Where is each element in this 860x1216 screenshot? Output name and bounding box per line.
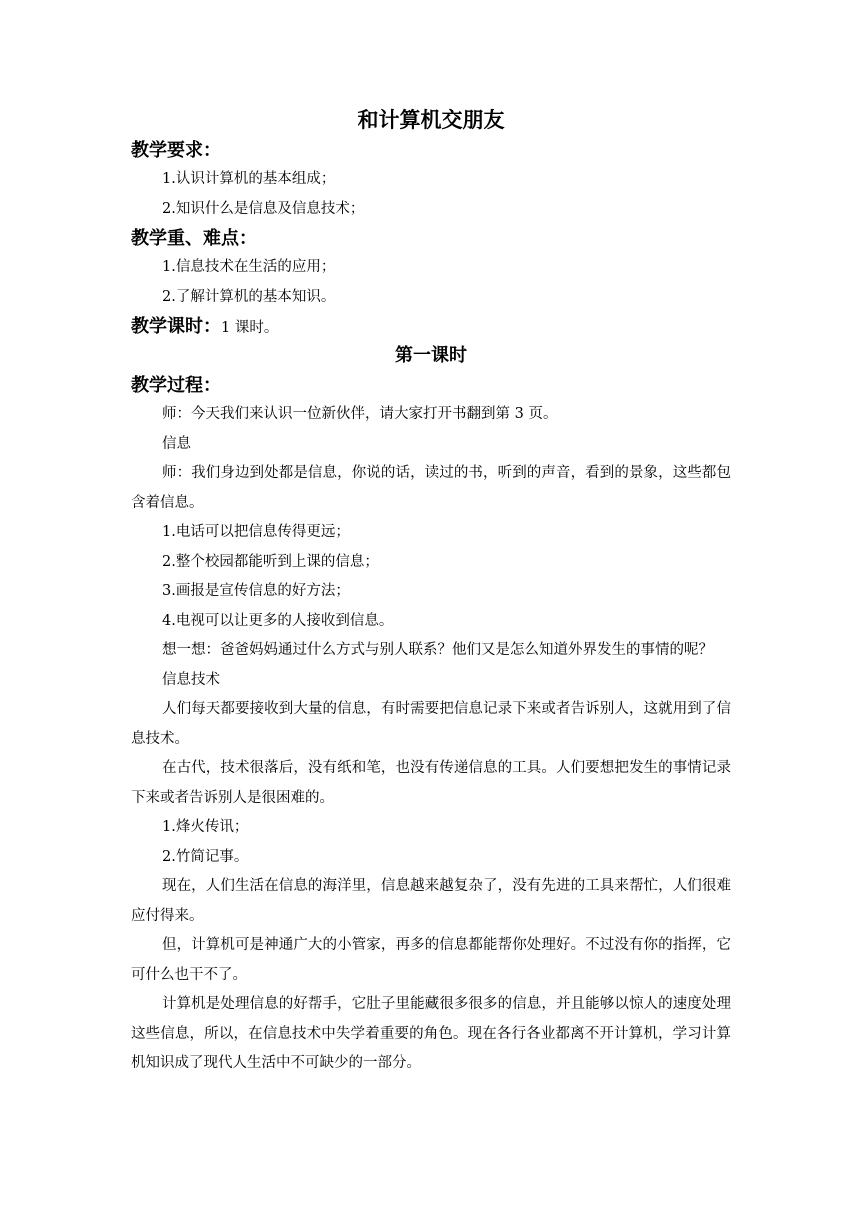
ancient-list-item: 1.烽火传讯； xyxy=(162,819,249,835)
document-body xyxy=(131,104,731,1079)
computer-paragraph: 但，计算机可是神通广大的小管家，再多的信息都能帮你处理好。不过没有你的指挥，它可什么也干不了。 xyxy=(131,937,731,983)
process-heading: 教学过程： xyxy=(131,375,221,396)
hours-line xyxy=(131,312,731,341)
intro-paragraph: 师：今天我们来认识一位新伙伴，请大家打开书翻到第 3 页。 xyxy=(162,406,558,422)
document-title: 和计算机交朋友 xyxy=(357,107,505,132)
key-points-heading: 教学重、难点： xyxy=(131,228,257,249)
info-paragraph: 师：我们身边到处都是信息，你说的话，读过的书，听到的声音，看到的景象，这些都包含着信息。 xyxy=(131,465,731,511)
lesson-title: 第一课时 xyxy=(395,345,467,366)
key-point-item: 1.信息技术在生活的应用； xyxy=(162,259,336,275)
modern-paragraph: 现在，人们生活在信息的海洋里，信息越来越复杂了，没有先进的工具来帮忙，人们很难应付得来。 xyxy=(131,878,731,924)
requirements-heading: 教学要求： xyxy=(131,140,221,161)
hours-heading: 教学课时： xyxy=(131,316,221,337)
info-list-item: 2.整个校园都能听到上课的信息； xyxy=(162,553,379,570)
hours-value: 1 课时。 xyxy=(221,320,279,336)
ancient-list-item: 2.竹简记事。 xyxy=(162,848,249,865)
tech-paragraph: 人们每天都要接收到大量的信息，有时需要把信息记录下来或者告诉别人，这就用到了信息技术。 xyxy=(131,701,731,747)
info-list-item: 4.电视可以让更多的人接收到信息。 xyxy=(162,612,394,629)
computer-role-paragraph: 计算机是处理信息的好帮手，它肚子里能藏很多很多的信息，并且能够以惊人的速度处理这些信息，所以，在信息技术中失学着重要的角色。现在各行各业都离不开计算机，学习计算机知识成了现代人生活中不可缺少的一部分。 xyxy=(131,996,731,1071)
ancient-paragraph: 在古代，技术很落后，没有纸和笔，也没有传递信息的工具。人们要想把发生的事情记录下来或者告诉别人是很困难的。 xyxy=(131,760,731,806)
info-list-item: 3.画报是宣传信息的好方法； xyxy=(162,583,350,599)
think-paragraph: 想一想：爸爸妈妈通过什么方式与别人联系？他们又是怎么知道外界发生的事情的呢？ xyxy=(162,642,713,658)
info-subheading: 信息 xyxy=(162,435,191,452)
key-point-item: 2.了解计算机的基本知识。 xyxy=(162,288,336,305)
info-list-item: 1.电话可以把信息传得更远； xyxy=(162,524,350,540)
tech-subheading: 信息技术 xyxy=(162,671,220,688)
requirement-item: 2.知识什么是信息及信息技术； xyxy=(162,200,365,217)
requirement-item: 1.认识计算机的基本组成； xyxy=(162,171,336,187)
